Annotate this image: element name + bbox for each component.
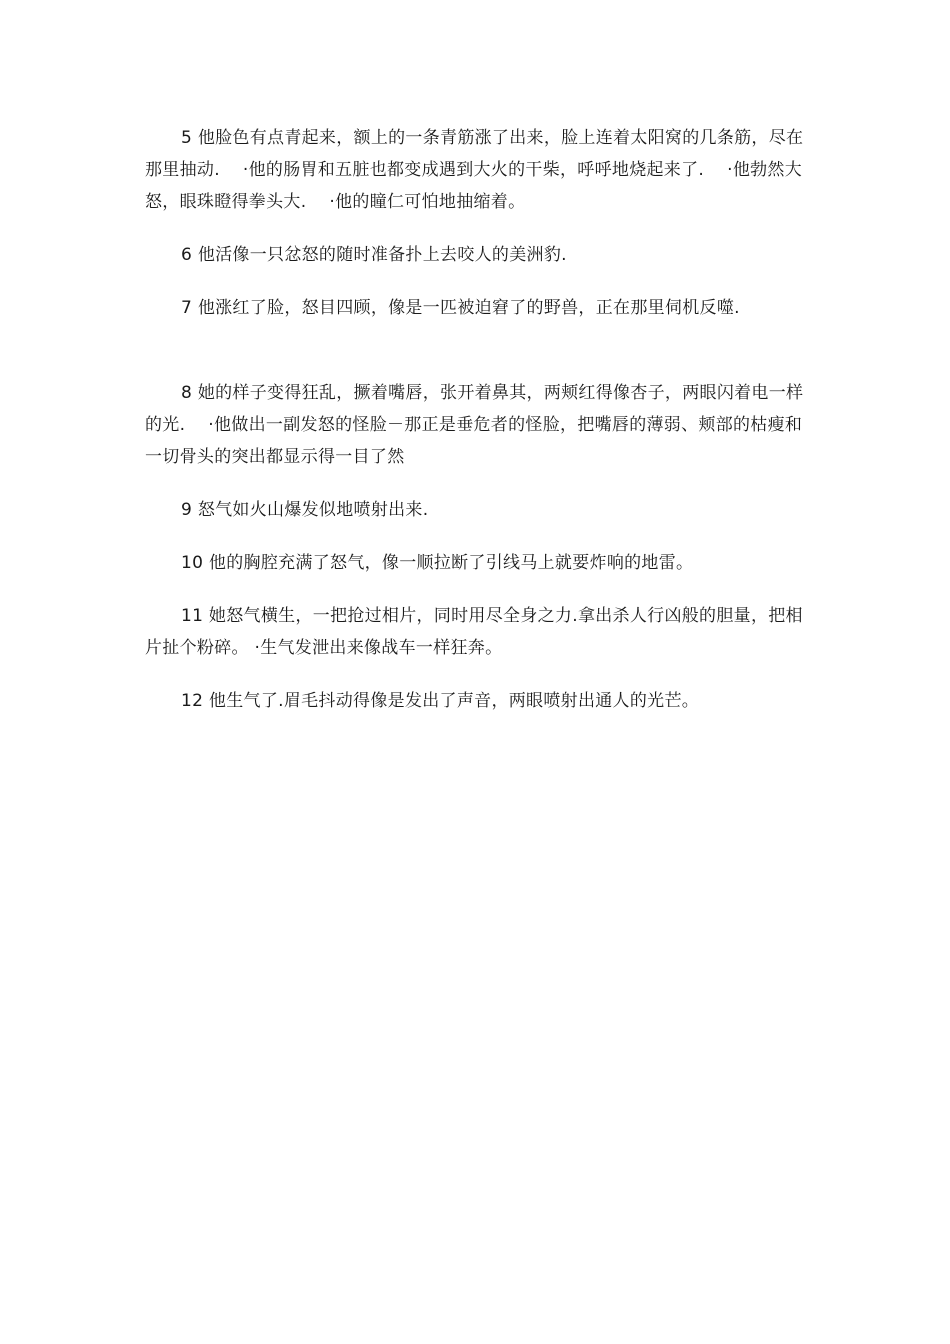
paragraph-7: 7 他涨红了脸，怒目四顾，像是一匹被迫窘了的野兽，正在那里伺机反噬. (181, 298, 740, 318)
document-body (145, 122, 810, 738)
paragraph-9: 9 怒气如火山爆发似地喷射出来. (181, 500, 429, 520)
paragraph-5: 5 他脸色有点青起来，额上的一条青筋涨了出来，脸上连着太阳窝的几条筋，尽在那里抽动. ·他的肠胃和五脏也都变成遇到大火的干柴，呼呼地烧起来了. ·他勃然大怒，眼珠瞪得拳头大. ·他的瞳仁可怕地抽缩着。 (145, 128, 804, 212)
paragraph-12: 12 他生气了.眉毛抖动得像是发出了声音，两眼喷射出通人的光芒。 (181, 691, 700, 711)
paragraph-11: 11 她怒气横生，一把抢过相片，同时用尽全身之力.拿出杀人行凶般的胆量，把相片扯个粉碎。 ·生气发泄出来像战车一样狂奔。 (145, 606, 803, 658)
paragraph-8: 8 她的样子变得狂乱，撅着嘴唇，张开着鼻其，两颊红得像杏子，两眼闪着电一样的光. ·他做出一副发怒的怪脸－那正是垂危者的怪脸，把嘴唇的薄弱、颊部的枯瘦和一切骨头的突出都显示得一目了然 (145, 383, 804, 467)
paragraph-6: 6 他活像一只忿怒的随时准备扑上去咬人的美洲豹. (181, 245, 567, 265)
paragraph-10: 10 他的胸腔充满了怒气，像一顺拉断了引线马上就要炸响的地雷。 (181, 553, 694, 573)
